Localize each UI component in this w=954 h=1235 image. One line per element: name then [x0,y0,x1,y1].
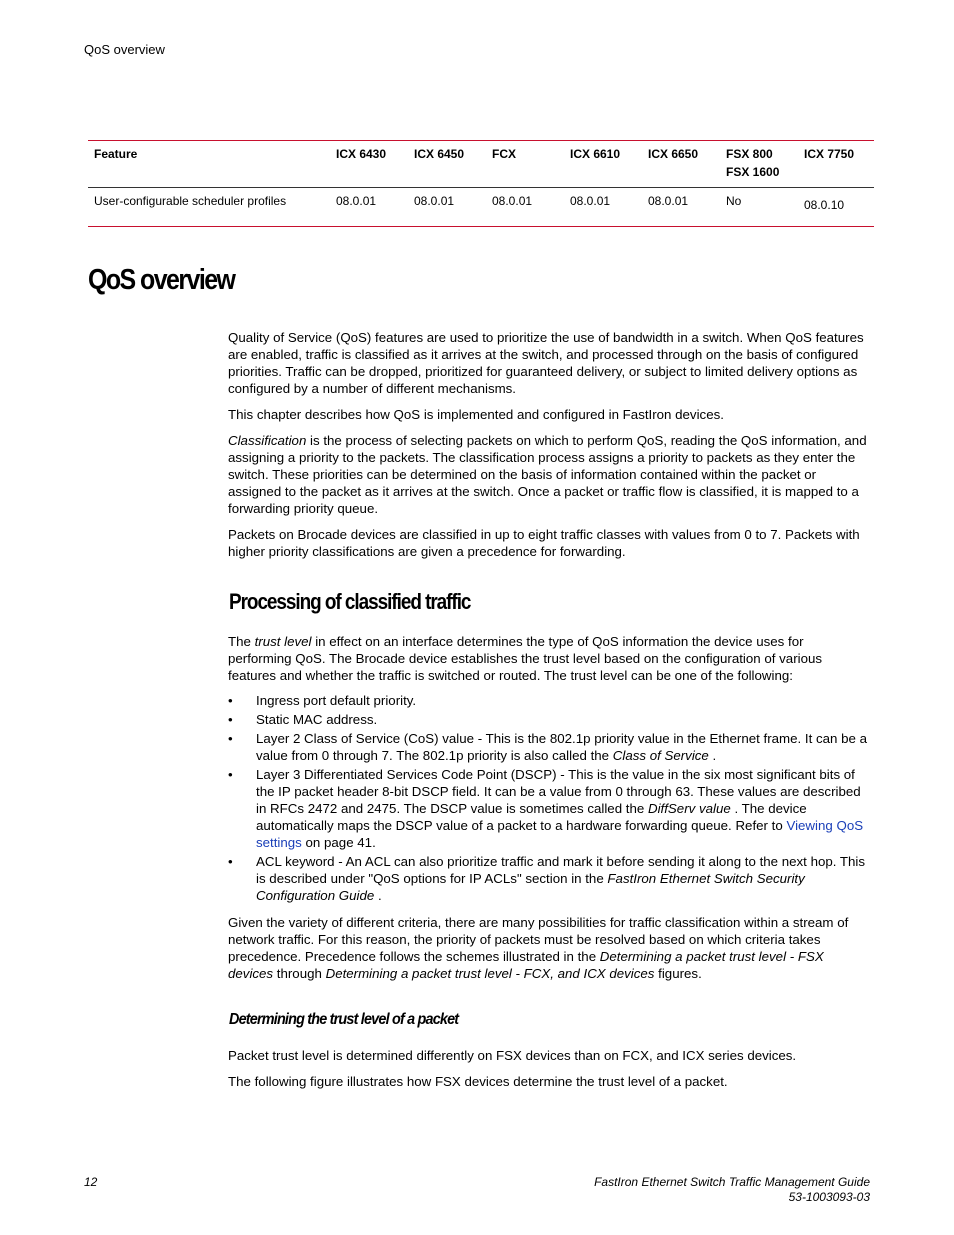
cell-fsx: No [726,194,742,208]
processing-p2-end: figures. [654,966,702,981]
cell-icx6650: 08.0.01 [648,194,689,208]
processing-p2-mid: through [273,966,326,981]
cell-fcx: 08.0.01 [492,194,533,208]
cell-icx7750 [798,188,874,227]
col-icx6650: ICX 6650 [648,147,699,161]
list-item [228,766,870,851]
list-item [228,730,870,764]
col-fsx800: FSX 800 [726,147,773,161]
term-class-of-service: Class of Service [612,748,709,763]
trust-heading: Determining the trust level of a packet [229,1011,459,1028]
bullet-marker: • [228,731,233,746]
intro-paragraph-4: Packets on Brocade devices are classified in up to eight traffic classes with values from 0 to 7. Packets with higher priority classifications are given a precedence for forwarding. [228,527,860,559]
processing-paragraph-2 [228,914,870,982]
processing-heading: Processing of classified traffic [229,589,471,614]
list-item [228,711,870,728]
col-icx6610: ICX 6610 [570,147,621,161]
term-trust-level: trust level [254,634,312,649]
trust-paragraph-1: Packet trust level is determined differently on FSX devices than on FCX, and ICX series devices. [228,1048,797,1063]
feature-support-table [88,140,874,227]
processing-p2-start: Given the variety of different criteria, there are many possibilities for traffic classification within a stream of network traffic. For this reason, the priority of packets must be resolved based on which criteria takes precedence. Precedence follows the schemes illustrated in the [228,915,849,964]
list-item-text: Ingress port default priority. [256,693,417,708]
term-fsx-figure: Determining a packet trust level - FSX devices [228,949,824,981]
col-icx6430: ICX 6430 [336,147,387,161]
viewing-qos-settings-link[interactable]: Viewing QoS settings [256,818,864,850]
trust-level-list [228,692,870,906]
page-number: 12 [84,1175,98,1189]
intro-paragraph-3 [228,432,870,517]
table-header-row [88,141,874,188]
intro-paragraph-2: This chapter describes how QoS is implemented and configured in FastIron devices. [228,407,724,422]
list-item-text: Layer 3 Differentiated Services Code Point (DSCP) - This is the value in the six most significant bits of the IP packet header 8-bit DSCP field. It can be a value from 0 through 63. These values are described in RFCs 2472 and 2475. The DSCP value is sometimes called the [256,767,861,816]
processing-p1-rest: in effect on an interface determines the type of QoS information the device uses for performing QoS. The Brocade device establishes the trust level based on the configuration of various features and whether the traffic is switched or routed. The trust level can be one of the following: [228,634,823,683]
term-diffserv-value: DiffServ value [647,801,731,816]
trust-paragraph-2: The following figure illustrates how FSX devices determine the trust level of a packet. [228,1074,728,1089]
table-row [88,188,874,227]
intro-paragraph-1: Quality of Service (QoS) features are used to prioritize the use of bandwidth in a switch. When QoS features are enabled, traffic is classified as it arrives at the switch, and processed through on the basis of configured priorities. Traffic can be dropped, prioritized for guaranteed delivery, or subject to limited delivery options as configured by a number of different mechanisms. [228,330,864,396]
section-title: QoS overview [88,264,235,296]
col-icx6450: ICX 6450 [414,147,465,161]
processing-paragraph-1 [228,633,870,684]
list-item-text: ACL keyword - An ACL can also prioritize traffic and mark it before sending it along to the next hop. This is described under "QoS options for IP ACLs" section in the [256,854,866,886]
list-item-text: Layer 2 Class of Service (CoS) value - This is the 802.1p priority value in the Ethernet frame. It can be a value from 0 through 7. The 802.1p priority is also called the [256,731,867,763]
list-item [228,853,870,904]
list-item-text-mid: . The device automatically maps the DSCP value of a packet to a hardware forwarding queue. Refer to [256,801,807,833]
col-fsx [720,141,798,188]
list-item-text-end: on page 41. [301,835,376,850]
cell-icx6430: 08.0.01 [336,194,377,208]
col-feature: Feature [94,147,138,161]
col-fcx: FCX [492,147,516,161]
running-header: QoS overview [84,42,165,57]
list-item-text: Static MAC address. [256,712,378,727]
bullet-marker: • [228,854,233,869]
bullet-marker: • [228,767,233,782]
intro-paragraph-3-text: is the process of selecting packets on which to perform QoS, reading the QoS information, and assigning a priority to the packets. The classification process assigns a priority to packets as they enter the switch. These priorities can be determined on the basis of information contained within the packet or assigned to the packet as it arrives at the switch. Once a packet or traffic flow is classified, it is mapped to a forwarding priority queue. [228,433,867,516]
col-icx7750: ICX 7750 [804,147,855,161]
bullet-marker: • [228,693,233,708]
term-fcx-icx-figure: Determining a packet trust level - FCX, and ICX devices [325,966,655,981]
bullet-marker: • [228,712,233,727]
doc-number: 53-1003093-03 [788,1190,870,1204]
cell-icx6450: 08.0.01 [414,194,455,208]
footer-doc-info [594,1175,870,1205]
col-fsx1600: FSX 1600 [726,165,780,179]
list-item [228,692,870,709]
term-security-guide: FastIron Ethernet Switch Security Configuration Guide [256,871,805,903]
guide-title: FastIron Ethernet Switch Traffic Management Guide [594,1175,870,1189]
list-item-text-end: . [374,888,382,903]
cell-icx6610: 08.0.01 [570,194,611,208]
list-item-text-end: . [708,748,717,763]
processing-p1-start: The [228,634,255,649]
cell-icx7750-value: 08.0.10 [804,198,845,212]
term-classification: Classification [228,433,307,448]
cell-feature: User-configurable scheduler profiles [94,194,287,208]
